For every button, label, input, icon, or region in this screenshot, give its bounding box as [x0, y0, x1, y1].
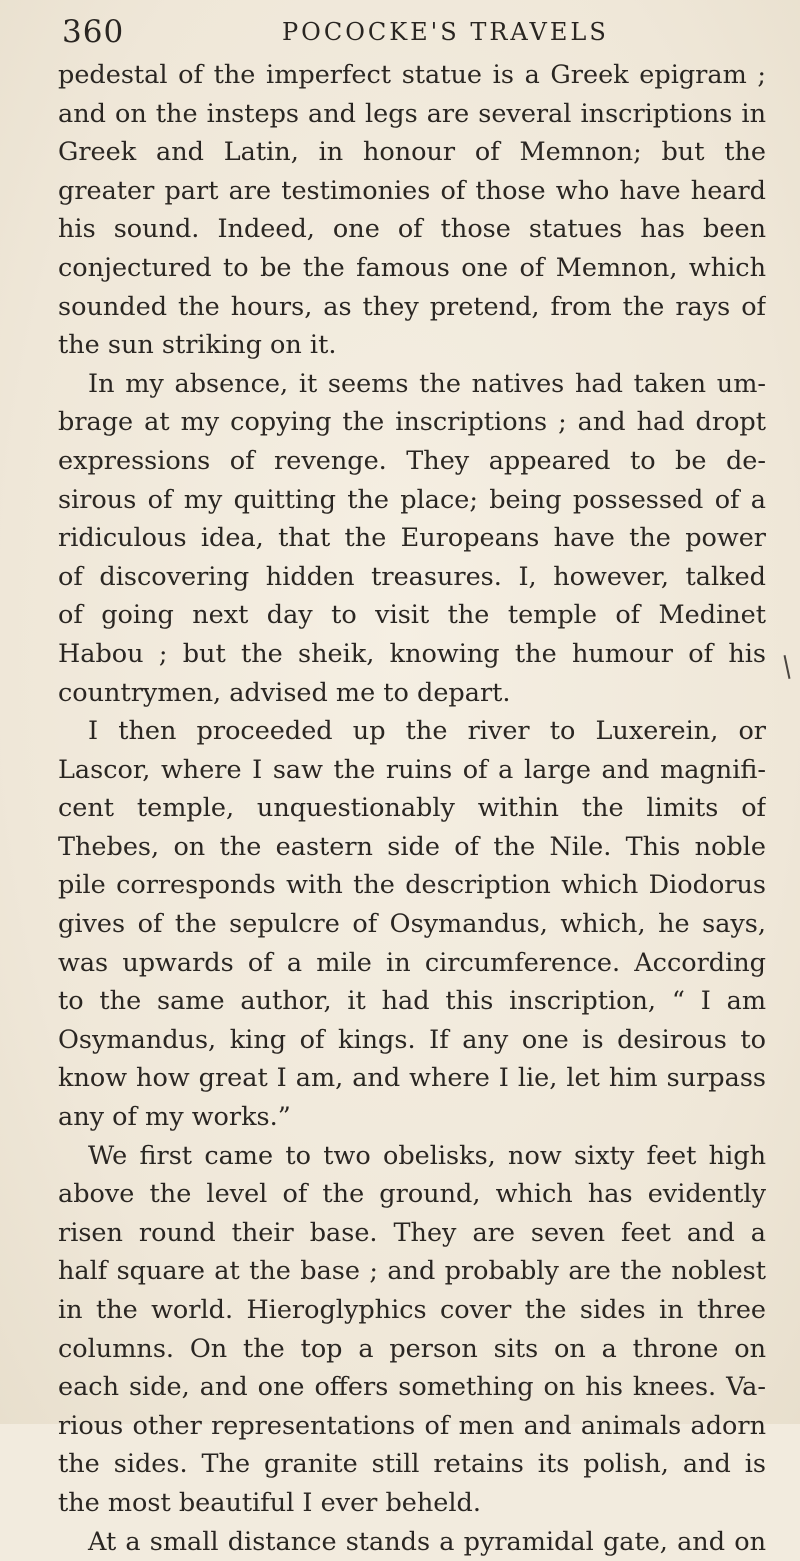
text-line: expressions of revenge. They appeared to be de-: [58, 445, 766, 476]
text-line: the sides. The granite still retains its polish, and is: [58, 1449, 766, 1480]
text-line: rious other representations of men and animals adorn: [58, 1410, 766, 1441]
text-line: Greek and Latin, in honour of Memnon; but the: [58, 137, 766, 168]
body-text: [58, 56, 766, 1561]
margin-mark: [784, 655, 791, 679]
text-line: cent temple, unquestionably within the limits of: [58, 793, 766, 824]
text-line: risen round their base. They are seven feet and a: [58, 1217, 766, 1248]
text-line: countrymen, advised me to depart.: [58, 677, 511, 708]
text-line: Lascor, where I saw the ruins of a large and magnifi-: [58, 754, 766, 785]
text-line: pedestal of the imperfect statue is a Greek epigram ;: [58, 60, 766, 90]
text-line: brage at my copying the inscriptions ; and had dropt: [58, 407, 766, 438]
text-line: gives of the sepulcre of Osymandus, which, he says,: [58, 909, 766, 940]
text-line: sirous of my quitting the place; being possessed of a: [58, 484, 766, 515]
text-line: At a small distance stands a pyramidal gate, and on: [88, 1526, 766, 1557]
text-line: in the world. Hieroglyphics cover the sides in three: [58, 1295, 766, 1325]
text-line: sounded the hours, as they pretend, from the rays of: [58, 291, 766, 322]
text-line: the most beautiful I ever beheld.: [58, 1487, 481, 1518]
text-line: Thebes, on the eastern side of the Nile. This noble: [58, 831, 766, 862]
text-line: pile corresponds with the description which Diodorus: [58, 870, 766, 901]
text-line: Osymandus, king of kings. If any one is desirous to: [58, 1024, 766, 1055]
text-line: his sound. Indeed, one of those statues has been: [58, 214, 766, 245]
running-title: POCOCKE'S TRAVELS: [282, 18, 609, 46]
text-line: was upwards of a mile in circumference. According: [58, 947, 766, 978]
running-head: [62, 14, 762, 54]
text-line: conjectured to be the famous one of Memnon, which: [58, 252, 766, 283]
text-line: I then proceeded up the river to Luxerein, or: [88, 716, 766, 747]
text-line: each side, and one offers something on his knees. Va-: [58, 1372, 766, 1403]
page-number: 360: [62, 14, 125, 50]
text-line: greater part are testimonies of those who have heard: [58, 175, 766, 206]
text-line: and on the insteps and legs are several inscriptions in: [58, 98, 766, 129]
text-line: above the level of the ground, which has evidently: [58, 1179, 766, 1210]
text-line: to the same author, it had this inscription, “ I am: [58, 986, 766, 1017]
text-line: We first came to two obelisks, now sixty feet high: [88, 1140, 766, 1171]
text-line: In my absence, it seems the natives had taken um-: [88, 368, 766, 399]
text-line: of discovering hidden treasures. I, however, talked: [58, 561, 766, 592]
text-line: Habou ; but the sheik, knowing the humour of his: [58, 638, 766, 669]
text-line: columns. On the top a person sits on a throne on: [58, 1333, 766, 1364]
text-line: ridiculous idea, that the Europeans have the power: [58, 523, 766, 554]
text-line: know how great I am, and where I lie, let him surpass: [58, 1063, 766, 1094]
text-line: half square at the base ; and probably are the noblest: [58, 1256, 766, 1287]
text-line: of going next day to visit the temple of Medinet: [58, 600, 766, 631]
text-line: any of my works.”: [58, 1102, 291, 1133]
text-line: the sun striking on it.: [58, 330, 337, 361]
